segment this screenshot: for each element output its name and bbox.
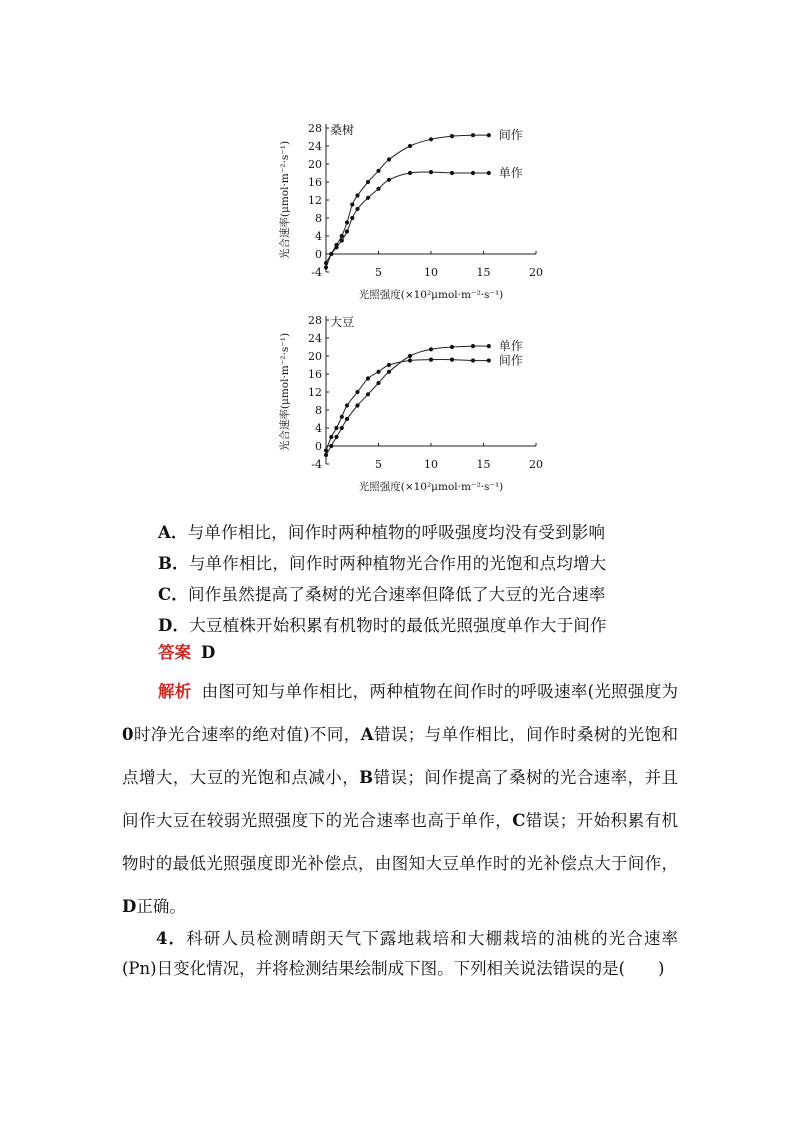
y-axis-label: 光合速率(μmol·m⁻²·s⁻¹) — [279, 140, 291, 260]
data-point — [387, 178, 391, 182]
data-point — [487, 133, 491, 137]
chart-dadou — [278, 314, 543, 493]
data-point — [366, 392, 370, 396]
data-point — [376, 381, 380, 385]
options-list — [158, 517, 718, 641]
answer — [158, 640, 215, 666]
question-text: 科研人员检测晴朗天气下露地栽培和大棚栽培的油桃的光合速率(Pn)日变化情况，并将检测结果绘制成下图。下列相关说法错误的是( ) — [122, 929, 679, 978]
data-point — [471, 358, 475, 362]
data-point — [350, 202, 354, 206]
data-point — [355, 403, 359, 407]
data-point — [350, 216, 354, 220]
x-tick-label: 10 — [424, 458, 438, 471]
data-point — [324, 265, 328, 269]
data-point — [387, 370, 391, 374]
x-tick-label: 10 — [424, 266, 438, 279]
y-tick-label: 4 — [315, 422, 322, 435]
chart-sangshu — [278, 122, 543, 301]
data-point — [450, 134, 454, 138]
data-point — [324, 453, 328, 457]
data-point — [487, 358, 491, 362]
data-point — [429, 358, 433, 362]
data-point — [340, 415, 344, 419]
data-point — [408, 144, 412, 148]
y-tick-label: 8 — [315, 212, 322, 225]
y-tick-label: 12 — [308, 386, 322, 399]
figure — [270, 112, 590, 510]
data-point — [408, 171, 412, 175]
data-point — [487, 171, 491, 175]
answer-value: D — [201, 643, 216, 662]
x-axis-label: 光照强度(×10²μmol·m⁻²·s⁻¹) — [358, 481, 504, 493]
question-number: 4． — [156, 929, 187, 948]
y-tick-label: 8 — [315, 404, 322, 417]
x-tick-label: 15 — [476, 458, 491, 471]
data-point — [408, 354, 412, 358]
x-tick-label: 5 — [375, 266, 382, 279]
analysis: 解析 由图可知与单作相比，两种植物在间作时的呼吸速率(光照强度为0时净光合速率的绝对值)不同，A错误；与单作相比，间作时桑树的光饱和点增大，大豆的光饱和点减小，B错误；间作提高了桑树的光合速率，并且间作大豆在较弱光照强度下的光合速率也高于单作，C错误；开始积累有机物时的最低光照强度即光补偿点，由图知大豆单作时的光补偿点大于间作，D正确。 — [122, 682, 679, 916]
data-point — [429, 347, 433, 351]
photosynthesis-charts — [270, 112, 590, 510]
answer-label: 答案 — [158, 643, 191, 662]
data-point — [355, 193, 359, 197]
series-line — [326, 135, 489, 267]
option-d: D．大豆植株开始积累有机物时的最低光照强度单作大于间作 — [158, 616, 607, 635]
data-point — [324, 448, 328, 452]
option-b: B．与单作相比，间作时两种植物光合作用的光饱和点均增大 — [158, 554, 607, 573]
y-tick-label: 28 — [308, 314, 322, 327]
option-c: C．间作虽然提高了桑树的光合速率但降低了大豆的光合速率 — [158, 585, 606, 604]
data-point — [345, 220, 349, 224]
option-a: A．与单作相比，间作时两种植物的呼吸强度均没有受到影响 — [158, 523, 606, 542]
data-point — [376, 169, 380, 173]
y-tick-label: 16 — [308, 368, 322, 381]
data-point — [334, 245, 338, 249]
analysis-label: 解析 — [158, 682, 192, 701]
series-line — [326, 360, 489, 451]
data-point — [487, 344, 491, 348]
data-point — [429, 137, 433, 141]
data-point — [345, 417, 349, 421]
data-point — [471, 171, 475, 175]
y-tick-label: 20 — [308, 350, 322, 363]
data-point — [387, 363, 391, 367]
y-axis-label: 光合速率(μmol·m⁻²·s⁻¹) — [279, 332, 291, 452]
data-point — [376, 187, 380, 191]
data-point — [387, 157, 391, 161]
data-point — [340, 238, 344, 242]
data-point — [355, 390, 359, 394]
data-point — [471, 133, 475, 137]
x-tick-label: 15 — [476, 266, 491, 279]
chart-title: 桑树 — [330, 123, 355, 137]
data-point — [450, 345, 454, 349]
y-tick-label: 0 — [315, 248, 322, 261]
y-tick-label: 16 — [308, 176, 322, 189]
y-tick-label: 12 — [308, 194, 322, 207]
y-tick-label: 24 — [308, 332, 322, 345]
series-label: 单作 — [498, 339, 523, 354]
data-point — [408, 358, 412, 362]
x-tick-label: 20 — [529, 266, 543, 279]
data-point — [334, 426, 338, 430]
y-tick-label: 0 — [315, 440, 322, 453]
data-point — [376, 370, 380, 374]
series-label: 间作 — [498, 353, 523, 368]
y-tick-label: 4 — [315, 230, 322, 243]
data-point — [450, 171, 454, 175]
data-point — [329, 252, 333, 256]
data-point — [366, 376, 370, 380]
y-tick-label: 20 — [308, 158, 322, 171]
data-point — [429, 170, 433, 174]
question-4 — [122, 924, 678, 984]
chart-title: 大豆 — [330, 315, 355, 329]
x-tick-label: 5 — [375, 458, 382, 471]
data-point — [329, 435, 333, 439]
data-point — [355, 207, 359, 211]
y-tick-label: -4 — [311, 266, 322, 279]
y-tick-label: 28 — [308, 122, 322, 135]
data-point — [345, 229, 349, 233]
data-point — [340, 426, 344, 430]
data-point — [345, 403, 349, 407]
y-tick-label: -4 — [311, 458, 322, 471]
series-label: 间作 — [498, 128, 523, 143]
data-point — [324, 261, 328, 265]
data-point — [366, 180, 370, 184]
x-tick-label: 20 — [529, 458, 543, 471]
series-label: 单作 — [498, 166, 523, 180]
data-point — [471, 344, 475, 348]
data-point — [329, 444, 333, 448]
x-axis-label: 光照强度(×10²μmol·m⁻²·s⁻¹) — [358, 289, 504, 301]
data-point — [366, 196, 370, 200]
y-tick-label: 24 — [308, 140, 322, 153]
data-point — [450, 358, 454, 362]
data-point — [334, 435, 338, 439]
